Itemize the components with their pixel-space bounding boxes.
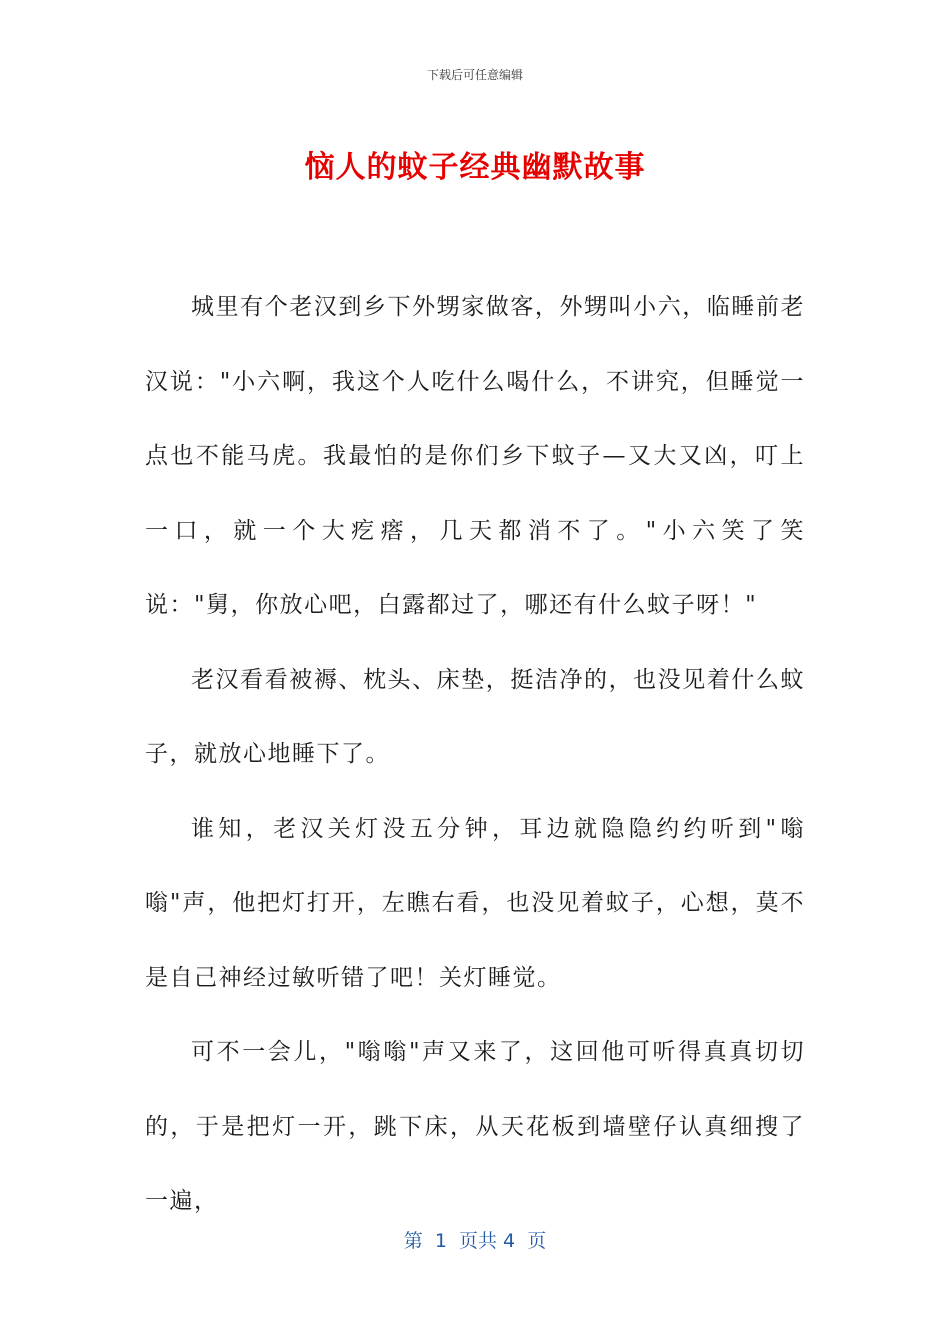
paragraph-4: 可不一会儿，"嗡嗡"声又来了，这回他可听得真真切切的，于是把灯一开，跳下床，从天花板到墙壁仔认真细搜了一遍， bbox=[145, 1039, 805, 1214]
header-note: 下载后可任意编辑 bbox=[426, 68, 523, 82]
page-number-footer: 第 1 页共 4 页 bbox=[403, 1230, 547, 1252]
paragraph-1: 城里有个老汉到乡下外甥家做客，外甥叫小六，临睡前老汉说："小六啊，我这个人吃什么喝什么，不讲究，但睡觉一点也不能马虎。我最怕的是你们乡下蚊子—又大又凶，叮上一口，就一个大疙瘩，几天都消不了。"小六笑了笑说："舅，你放心吧，白露都过了，哪还有什么蚊子呀！" bbox=[145, 294, 805, 618]
document-body bbox=[145, 270, 805, 1239]
document-title: 恼人的蚊子经典幽默故事 bbox=[304, 150, 646, 185]
paragraph-3: 谁知，老汉关灯没五分钟，耳边就隐隐约约听到"嗡嗡"声，他把灯打开，左瞧右看，也没见着蚊子，心想，莫不是自己神经过敏听错了吧！关灯睡觉。 bbox=[145, 815, 805, 991]
paragraph-2: 老汉看看被褥、枕头、床垫，挺洁净的，也没见着什么蚊子，就放心地睡下了。 bbox=[145, 666, 805, 767]
